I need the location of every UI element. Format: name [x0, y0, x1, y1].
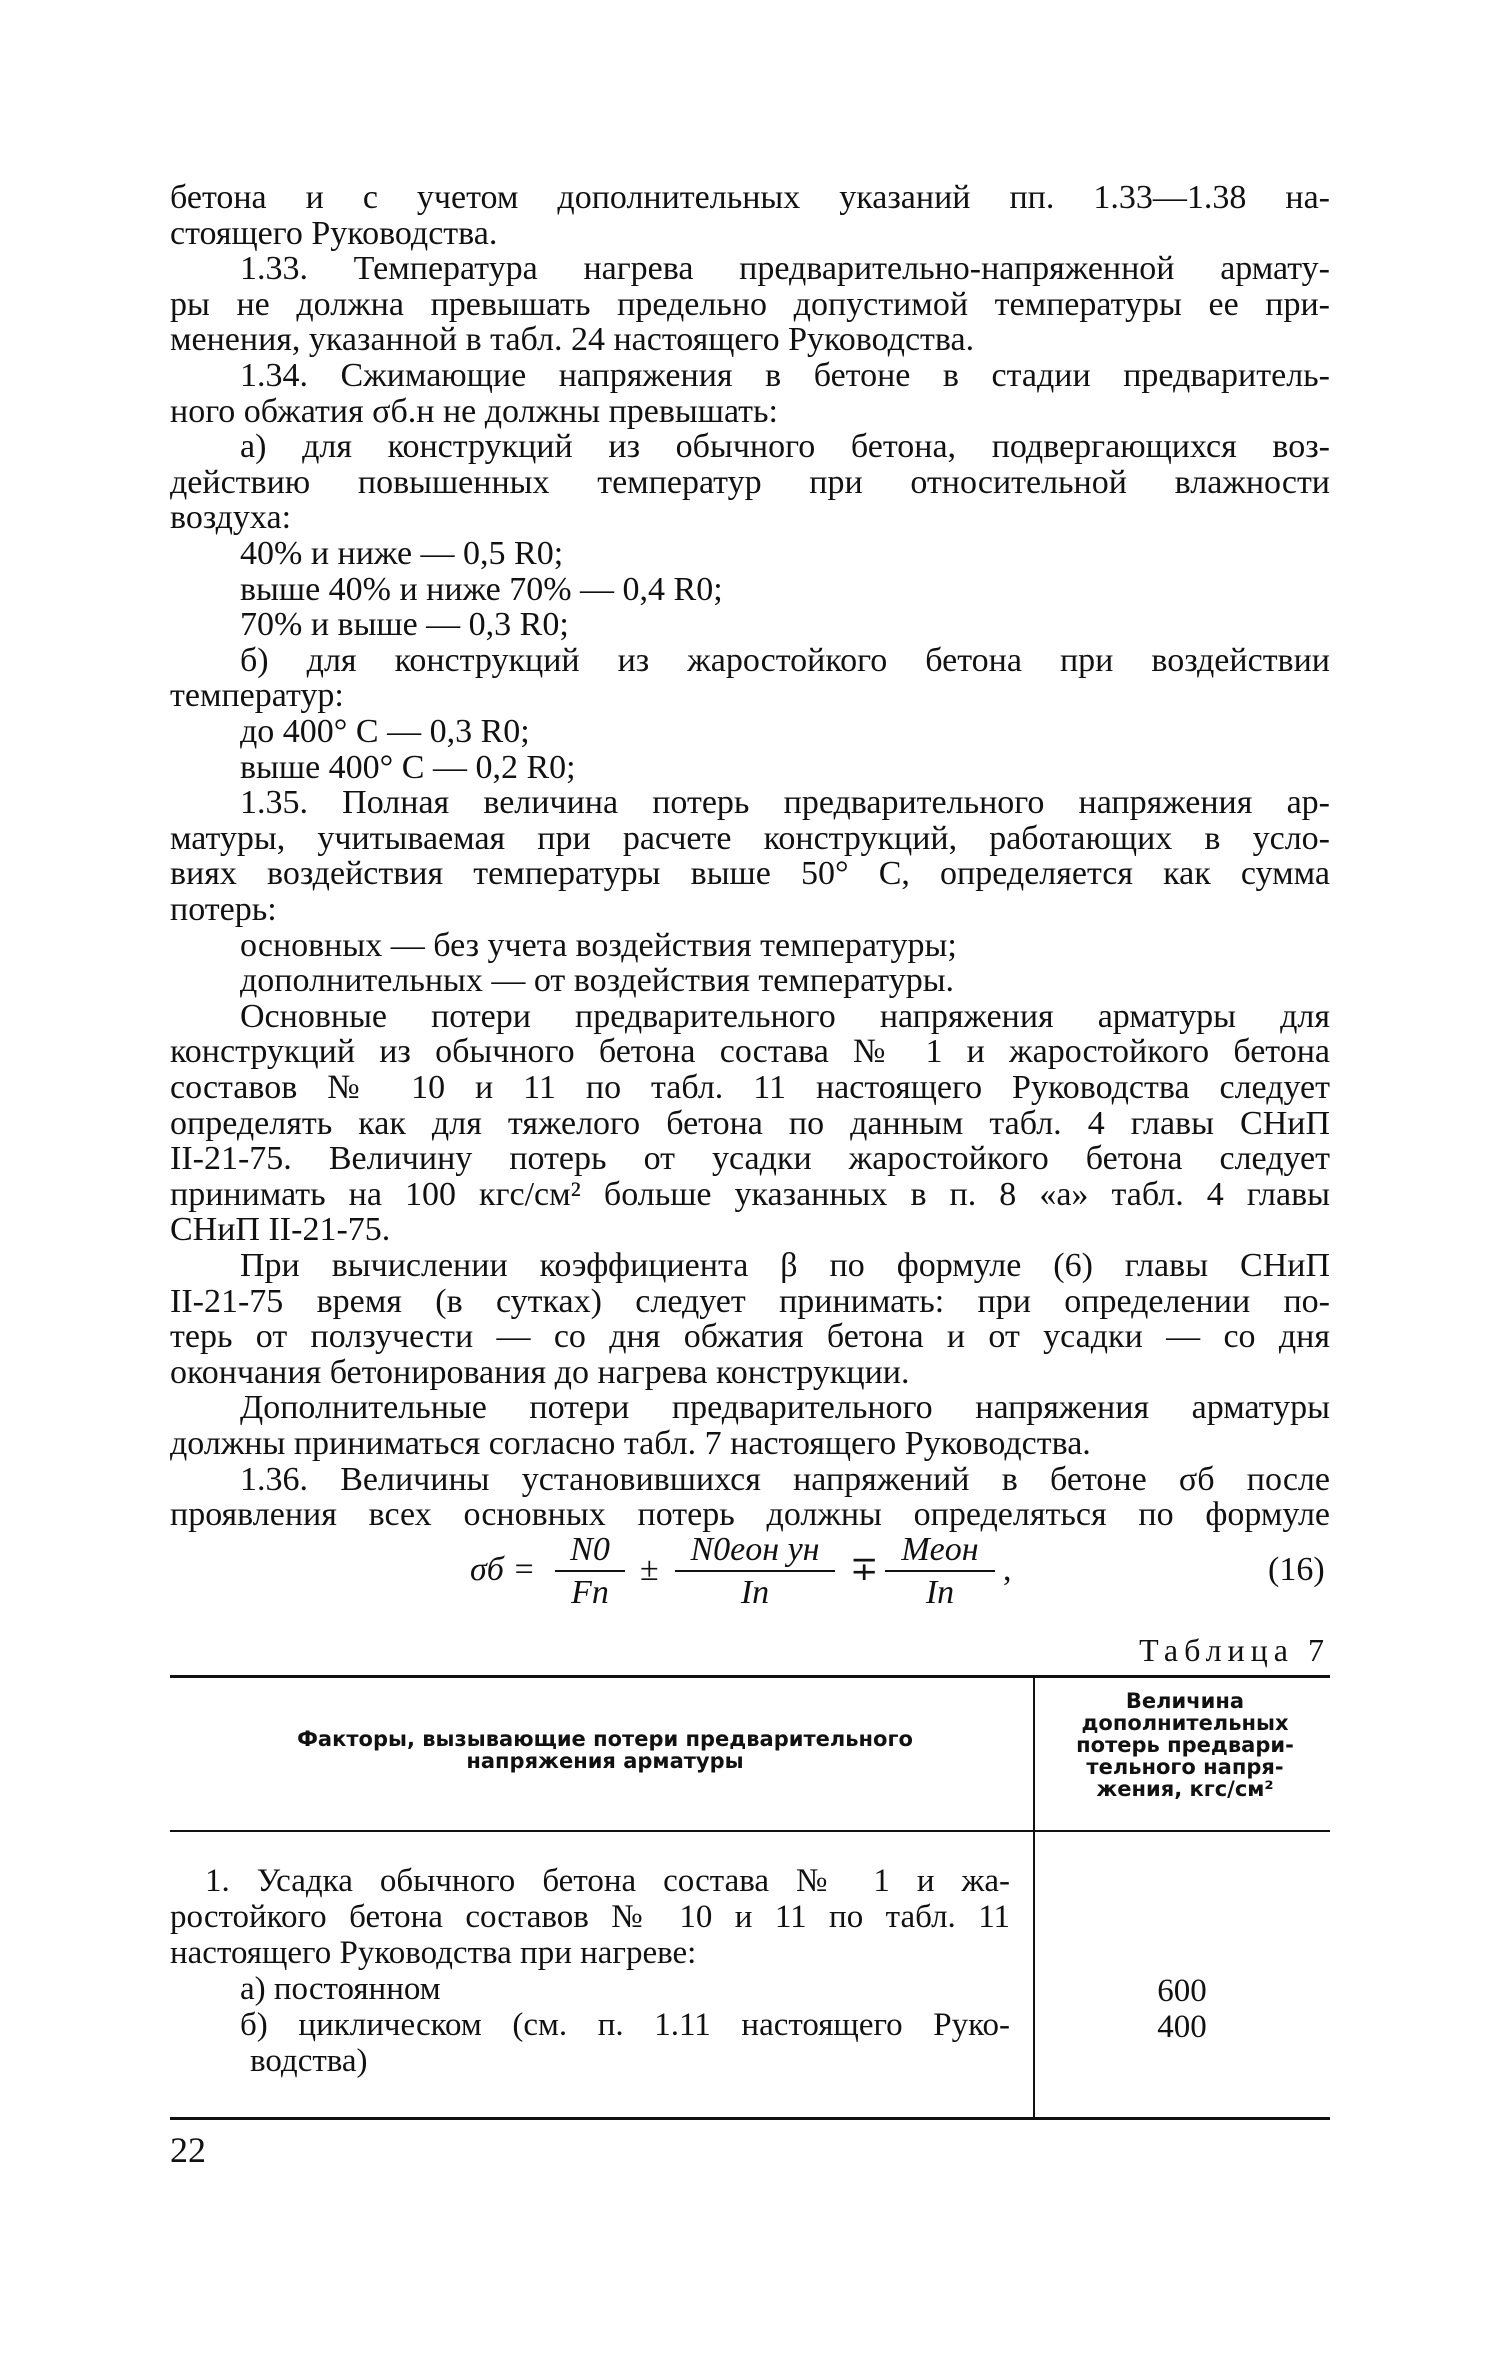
formula-term-1-numerator: N0: [555, 1530, 625, 1572]
body-line: определять как для тяжелого бетона по данным табл. 4 главы СНиП: [170, 1104, 1330, 1142]
body-line: менения, указанной в табл. 24 настоящего Руководства.: [170, 321, 975, 359]
formula-term-1-denominator: Fп: [571, 1574, 609, 1611]
body-line: ры не должна превышать предельно допустимой температуры ее при-: [170, 285, 1330, 323]
body-line: выше 400° С — 0,2 R0;: [240, 748, 576, 786]
table-header-rule: [170, 1830, 1330, 1832]
page-number: 22: [170, 2130, 206, 2170]
body-line: стоящего Руководства.: [170, 214, 498, 252]
table-top-rule: [170, 1675, 1330, 1678]
table-header-value: [1040, 1690, 1330, 1800]
table-row-line: 1. Усадка обычного бетона состава № 1 и жа-: [205, 1863, 1010, 1899]
table-row-line: а) постоянном: [240, 1971, 441, 2007]
table-title: Таблица 7: [1139, 1632, 1330, 1668]
formula-term-3-numerator: Meон: [885, 1530, 995, 1572]
body-line: конструкций из обычного бетона состава № 1 и жаростойкого бетона: [170, 1033, 1330, 1071]
formula-tail: ,: [1003, 1551, 1012, 1588]
table-value-constant: 600: [1157, 1973, 1207, 2009]
body-line: б) для конструкций из жаростойкого бетона при воздействии: [240, 641, 1330, 679]
table-row-line: ростойкого бетона составов № 10 и 11 по табл. 11: [170, 1899, 1010, 1935]
body-line: 40% и ниже — 0,5 R0;: [240, 535, 564, 572]
formula-number: (16): [1268, 1551, 1325, 1588]
body-line: II-21-75. Величину потерь от усадки жаростойкого бетона следует: [170, 1140, 1330, 1178]
formula-term-2-denominator: Iп: [740, 1574, 770, 1611]
header-left-line: Факторы, вызывающие потери предварительного: [297, 1727, 913, 1751]
body-line: бетона и с учетом дополнительных указаний пп. 1.33—1.38 на-: [170, 179, 1330, 216]
body-line: действию повышенных температур при относительной влажности: [170, 463, 1330, 501]
body-line: составов № 10 и 11 по табл. 11 настоящего Руководства следует: [170, 1069, 1330, 1106]
table-header-factors: [210, 1728, 1000, 1772]
table-bottom-rule: [170, 2117, 1330, 2120]
table-column-divider: [1033, 1675, 1035, 2120]
body-line: Дополнительные потери предварительного напряжения арматуры: [240, 1389, 1330, 1427]
body-line: 1.36. Величины установившихся напряжений в бетоне σб после: [240, 1460, 1330, 1498]
header-left-line: напряжения арматуры: [466, 1749, 744, 1773]
formula-term-2: [675, 1530, 835, 1614]
formula-16: [0, 1520, 1500, 1630]
body-line: потерь:: [170, 891, 277, 928]
table-row-line: настоящего Руководства при нагреве:: [170, 1935, 697, 1971]
body-line: проявления всех основных потерь должны определяться по формуле: [170, 1496, 1330, 1534]
formula-term-1: [555, 1530, 625, 1614]
body-line: дополнительных — от воздействия температуры.: [240, 962, 955, 1000]
formula-term-2-numerator: N0eон yн: [675, 1530, 835, 1572]
body-line: ного обжатия σб.н не должны превышать:: [170, 392, 778, 430]
header-right-line: жения, кгс/см²: [1096, 1777, 1274, 1801]
table-row-line: водства): [250, 2043, 368, 2079]
body-line: СНиП II-21-75.: [170, 1211, 391, 1249]
formula-term-3-denominator: Iп: [925, 1574, 955, 1611]
body-line: выше 40% и ниже 70% — 0,4 R0;: [240, 570, 723, 608]
body-line: до 400° С — 0,3 R0;: [240, 713, 530, 750]
body-line: 70% и выше — 0,3 R0;: [240, 606, 569, 644]
table-row-line: б) циклическом (см. п. 1.11 настоящего Руко-: [240, 2007, 1010, 2043]
header-right-line: Величина: [1125, 1689, 1245, 1713]
body-line: терь от ползучести — со дня обжатия бетона и от усадки — со дня: [170, 1318, 1330, 1356]
formula-lhs: σб =: [470, 1551, 536, 1588]
header-right-line: дополнительных: [1081, 1711, 1289, 1735]
formula-term-3: [885, 1530, 995, 1614]
body-line: принимать на 100 кгс/см² больше указанных в п. 8 «а» табл. 4 главы: [170, 1175, 1330, 1213]
body-line: матуры, учитываемая при расчете конструкций, работающих в усло-: [170, 819, 1330, 857]
body-line: воздуха:: [170, 499, 292, 537]
formula-op-2: ∓: [850, 1551, 879, 1588]
body-line: а) для конструкций из обычного бетона, подвергающихся воз-: [240, 428, 1330, 466]
body-line: 1.34. Сжимающие напряжения в бетоне в стадии предваритель-: [240, 357, 1330, 394]
body-line: 1.35. Полная величина потерь предварительного напряжения ар-: [240, 784, 1330, 822]
body-line: II-21-75 время (в сутках) следует принимать: при определении по-: [170, 1282, 1330, 1320]
body-line: Основные потери предварительного напряжения арматуры для: [240, 997, 1330, 1035]
header-right-line: тельного напря-: [1086, 1755, 1284, 1779]
body-line: окончания бетонирования до нагрева конструкции.: [170, 1353, 910, 1391]
body-line: 1.33. Температура нагрева предварительно-напряженной армату-: [240, 250, 1330, 288]
body-line: виях воздействия температуры выше 50° С, определяется как сумма: [170, 855, 1330, 893]
header-right-line: потерь предвари-: [1076, 1733, 1294, 1757]
table-value-cyclic: 400: [1157, 2009, 1207, 2045]
body-line: При вычислении коэффициента β по формуле (6) главы СНиП: [240, 1247, 1330, 1284]
body-line: основных — без учета воздействия температуры;: [240, 926, 957, 964]
formula-op-1: ±: [640, 1551, 659, 1588]
body-line: температур:: [170, 677, 344, 715]
body-line: должны приниматься согласно табл. 7 настоящего Руководства.: [170, 1425, 1091, 1462]
